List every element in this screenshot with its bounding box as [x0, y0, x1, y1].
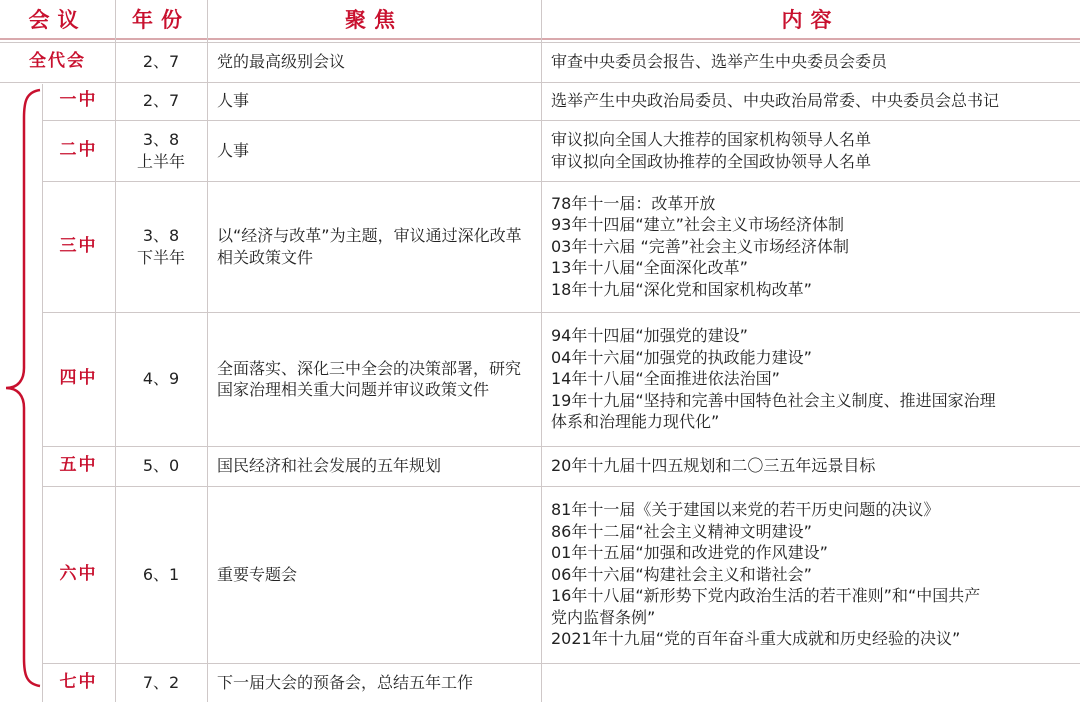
year-text: 5、0 — [142, 456, 180, 476]
focus-cell: 国民经济和社会发展的五年规划 — [217, 456, 442, 476]
content-line: 86年十二届“社会主义精神文明建设” — [551, 521, 812, 541]
year-cell — [115, 181, 207, 312]
focus-cell: 重要专题会 — [217, 564, 298, 584]
content-line: 2021年十九届“党的百年奋斗重大成就和历史经验的决议” — [551, 629, 961, 649]
content-line: 审议拟向全国人大推荐的国家机构领导人名单 — [551, 130, 872, 149]
content-cell — [541, 120, 1080, 181]
content-line: 体系和治理能力现代化” — [551, 412, 720, 432]
content-line: 78年十一届：改革开放 — [551, 193, 716, 213]
meeting-cell: 一中 — [59, 90, 98, 111]
content-line: 06年十六届“构建社会主义和谐社会” — [551, 564, 812, 584]
content-cell — [541, 181, 1080, 312]
content-line: 18年十九届“深化党和国家机构改革” — [551, 279, 812, 299]
content-line: 20年十九届十四五规划和二〇三五年远景目标 — [551, 456, 876, 476]
header-year: 年份 — [115, 0, 207, 40]
year-cell — [115, 42, 207, 82]
brace-icon — [0, 88, 42, 688]
content-cell — [541, 82, 1080, 120]
year-cell — [115, 446, 207, 486]
focus-cell: 党的最高级别会议 — [217, 52, 346, 72]
content-line: 93年十四届“建立”社会主义市场经济体制 — [551, 215, 844, 235]
content-line: 01年十五届“加强和改进党的作风建设” — [551, 543, 828, 563]
year-cell — [115, 312, 207, 446]
meeting-cell: 二中 — [59, 139, 98, 160]
content-line: 81年十一届《关于建国以来党的若干历史问题的决议》 — [551, 500, 940, 520]
year-cell — [115, 663, 207, 702]
content-line: 19年十九届“坚持和完善中国特色社会主义制度、推进国家治理 — [551, 390, 996, 410]
meeting-cell: 五中 — [59, 455, 98, 476]
content-cell — [541, 486, 1080, 663]
content-line: 14年十八届“全面推进依法治国” — [551, 369, 780, 389]
content-cell — [541, 42, 1080, 82]
content-line: 审议拟向全国政协推荐的全国政协领导人名单 — [551, 151, 872, 171]
content-line: 13年十八届“全面深化改革” — [551, 258, 748, 278]
content-line: 16年十八届“新形势下党内政治生活的若干准则”和“中国共产 — [551, 586, 981, 606]
content-line: 选举产生中央政治局委员、中央政治局常委、中央委员会总书记 — [551, 91, 1000, 111]
content-cell — [541, 663, 1080, 702]
year-text: 下半年 — [136, 247, 185, 267]
content-cell — [541, 312, 1080, 446]
year-text: 2、7 — [142, 91, 180, 111]
year-text: 2、7 — [142, 52, 180, 72]
focus-cell: 人事 — [217, 140, 250, 160]
meeting-cell: 全代会 — [29, 51, 86, 72]
content-line: 94年十四届“加强党的建设” — [551, 326, 748, 346]
content-cell — [541, 446, 1080, 486]
year-cell — [115, 82, 207, 120]
header-meeting: 会议 — [0, 0, 115, 40]
meeting-cell: 三中 — [59, 235, 98, 256]
year-text: 上半年 — [136, 151, 185, 171]
content-line: 审查中央委员会报告、选举产生中央委员会委员 — [551, 52, 888, 72]
year-text: 3、8 — [142, 226, 180, 245]
year-cell — [115, 120, 207, 181]
focus-cell: 下一届大会的预备会，总结五年工作 — [217, 672, 474, 692]
content-line: 党内监督条例” — [551, 607, 656, 627]
header-content: 内容 — [541, 0, 1080, 40]
year-text: 3、8 — [142, 130, 180, 149]
focus-cell: 以“经济与改革”为主题，审议通过深化改革相关政策文件 — [217, 226, 522, 267]
year-text: 7、2 — [142, 672, 180, 692]
content-line: 03年十六届 “完善”社会主义市场经济体制 — [551, 236, 850, 256]
year-text: 6、1 — [142, 564, 180, 584]
meeting-cell: 七中 — [59, 671, 98, 692]
year-text: 4、9 — [142, 369, 180, 389]
focus-cell: 全面落实、深化三中全会的决策部署，研究国家治理相关重大问题并审议政策文件 — [217, 358, 522, 399]
header-focus: 聚焦 — [207, 0, 541, 40]
content-line: 04年十六届“加强党的执政能力建设” — [551, 347, 812, 367]
year-cell — [115, 486, 207, 663]
meeting-cell: 六中 — [59, 563, 98, 584]
meeting-cell: 四中 — [59, 368, 98, 389]
focus-cell: 人事 — [217, 91, 250, 111]
